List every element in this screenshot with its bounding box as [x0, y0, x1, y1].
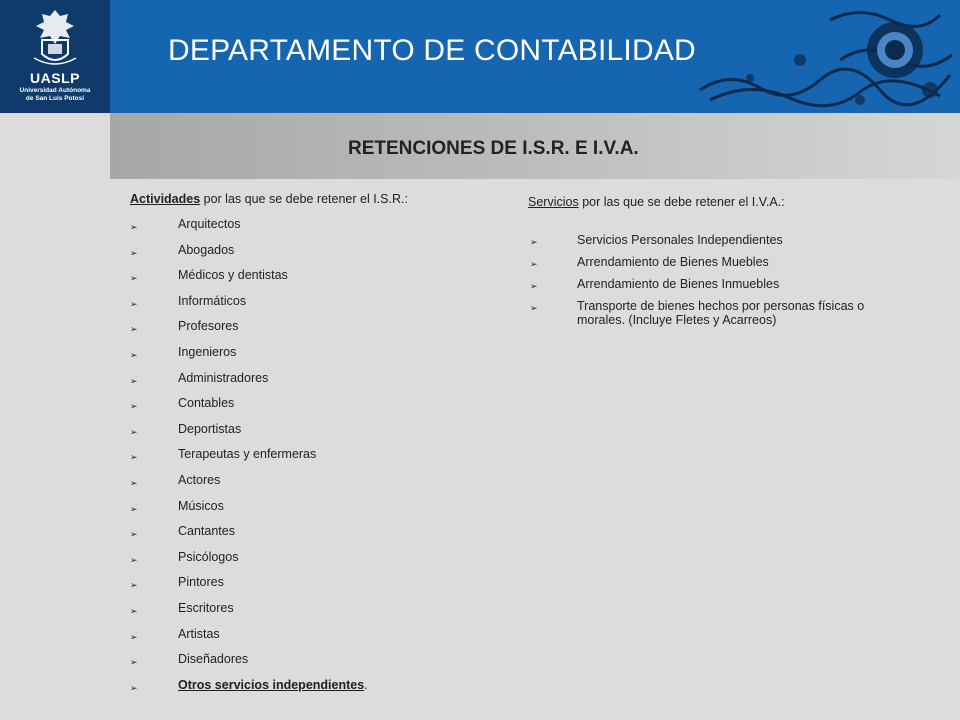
arrow-bullet-icon: ➢ — [130, 222, 138, 232]
arrow-bullet-icon: ➢ — [530, 281, 538, 291]
isr-intro-keyword: Actividades — [130, 192, 201, 206]
arrow-bullet-icon: ➢ — [530, 259, 538, 269]
list-item — [130, 651, 490, 677]
list-item — [130, 626, 490, 652]
list-item — [528, 277, 888, 291]
list-item-label: Informáticos — [178, 293, 247, 308]
list-item — [130, 216, 490, 242]
list-item — [528, 299, 888, 327]
list-item-label: Ingenieros — [178, 344, 237, 359]
list-item — [130, 318, 490, 344]
list-item — [130, 549, 490, 575]
list-item — [130, 523, 490, 549]
list-item — [528, 255, 888, 269]
subheader-bar — [110, 113, 960, 179]
iva-list — [528, 233, 888, 327]
arrow-bullet-icon: ➢ — [130, 375, 138, 386]
arrow-bullet-icon: ➢ — [130, 554, 138, 565]
arrow-bullet-icon: ➢ — [130, 349, 138, 360]
header-bar — [0, 0, 960, 113]
isr-intro — [130, 192, 490, 206]
list-item-label: Profesores — [178, 319, 239, 334]
arrow-bullet-icon: ➢ — [530, 237, 538, 247]
list-item — [130, 677, 490, 703]
iva-intro-rest: por las que se debe retener el I.V.A.: — [578, 195, 785, 209]
list-item — [528, 233, 888, 247]
arrow-bullet-icon: ➢ — [130, 324, 138, 335]
list-item-label: Escritores — [178, 600, 234, 615]
arrow-bullet-icon: ➢ — [130, 682, 138, 693]
list-item-label: Cantantes — [178, 524, 235, 539]
arrow-bullet-icon: ➢ — [130, 298, 138, 309]
isr-intro-rest: por las que se debe retener el I.S.R.: — [200, 192, 408, 206]
list-item-label: Abogados — [178, 242, 235, 257]
arrow-bullet-icon: ➢ — [130, 247, 138, 258]
list-item-suffix: . — [364, 677, 368, 692]
arrow-bullet-icon: ➢ — [130, 657, 138, 668]
list-item-label: Diseñadores — [178, 652, 249, 667]
list-item-label: Otros servicios independientes — [178, 677, 365, 692]
list-item-label: Médicos y dentistas — [178, 268, 288, 283]
arrow-bullet-icon: ➢ — [130, 401, 138, 412]
arrow-bullet-icon: ➢ — [130, 273, 138, 284]
list-item-label: Servicios Personales Independientes — [577, 233, 783, 247]
list-item-label: Terapeutas y enfermeras — [178, 447, 317, 462]
university-shield-icon — [30, 8, 80, 68]
list-item-label: Arquitectos — [178, 217, 241, 231]
logo-name: UASLP — [30, 70, 80, 86]
arrow-bullet-icon: ➢ — [530, 303, 538, 313]
arrow-bullet-icon: ➢ — [130, 631, 138, 642]
list-item — [130, 293, 490, 319]
list-item — [130, 574, 490, 600]
section-title: RETENCIONES DE I.S.R. E I.V.A. — [348, 138, 639, 159]
logo-subtitle — [0, 87, 110, 103]
list-item-label: Psicólogos — [178, 549, 239, 564]
list-item — [130, 242, 490, 268]
arrow-bullet-icon: ➢ — [130, 605, 138, 616]
list-item — [130, 600, 490, 626]
iva-intro — [528, 195, 888, 209]
list-item-label: Administradores — [178, 370, 269, 385]
list-item — [130, 344, 490, 370]
university-logo — [0, 0, 110, 113]
list-item — [130, 446, 490, 472]
isr-column — [130, 192, 490, 702]
list-item-label: Deportistas — [178, 421, 242, 436]
arrow-bullet-icon: ➢ — [130, 503, 138, 514]
list-item-label: Actores — [178, 472, 221, 487]
arrow-bullet-icon: ➢ — [130, 580, 138, 591]
list-item-label: Pintores — [178, 575, 224, 590]
list-item-label: Arrendamiento de Bienes Muebles — [577, 255, 769, 269]
iva-intro-keyword: Servicios — [528, 195, 579, 209]
list-item-label: Contables — [178, 396, 235, 411]
list-item — [130, 370, 490, 396]
list-item — [130, 421, 490, 447]
isr-list — [130, 216, 490, 702]
arrow-bullet-icon: ➢ — [130, 529, 138, 540]
arrow-bullet-icon: ➢ — [130, 452, 138, 463]
list-item-label: Arrendamiento de Bienes Inmuebles — [577, 277, 780, 291]
arrow-bullet-icon: ➢ — [130, 426, 138, 437]
list-item-label: Músicos — [178, 498, 224, 513]
iva-column — [528, 195, 888, 335]
list-item-label: Transporte de bienes hechos por personas físicas o morales. (Incluye Fletes y Acarreos) — [577, 299, 865, 327]
department-title: DEPARTAMENTO DE CONTABILIDAD — [168, 34, 696, 67]
logo-subtitle-line-2: de San Luis Potosí — [25, 95, 85, 102]
logo-subtitle-line-1: Universidad Autónoma — [19, 87, 91, 94]
arrow-bullet-icon: ➢ — [130, 477, 138, 488]
ornament-decoration-icon — [690, 0, 960, 113]
list-item — [130, 472, 490, 498]
list-item — [130, 267, 490, 293]
list-item — [130, 498, 490, 524]
list-item-label: Artistas — [178, 626, 220, 641]
list-item — [130, 395, 490, 421]
